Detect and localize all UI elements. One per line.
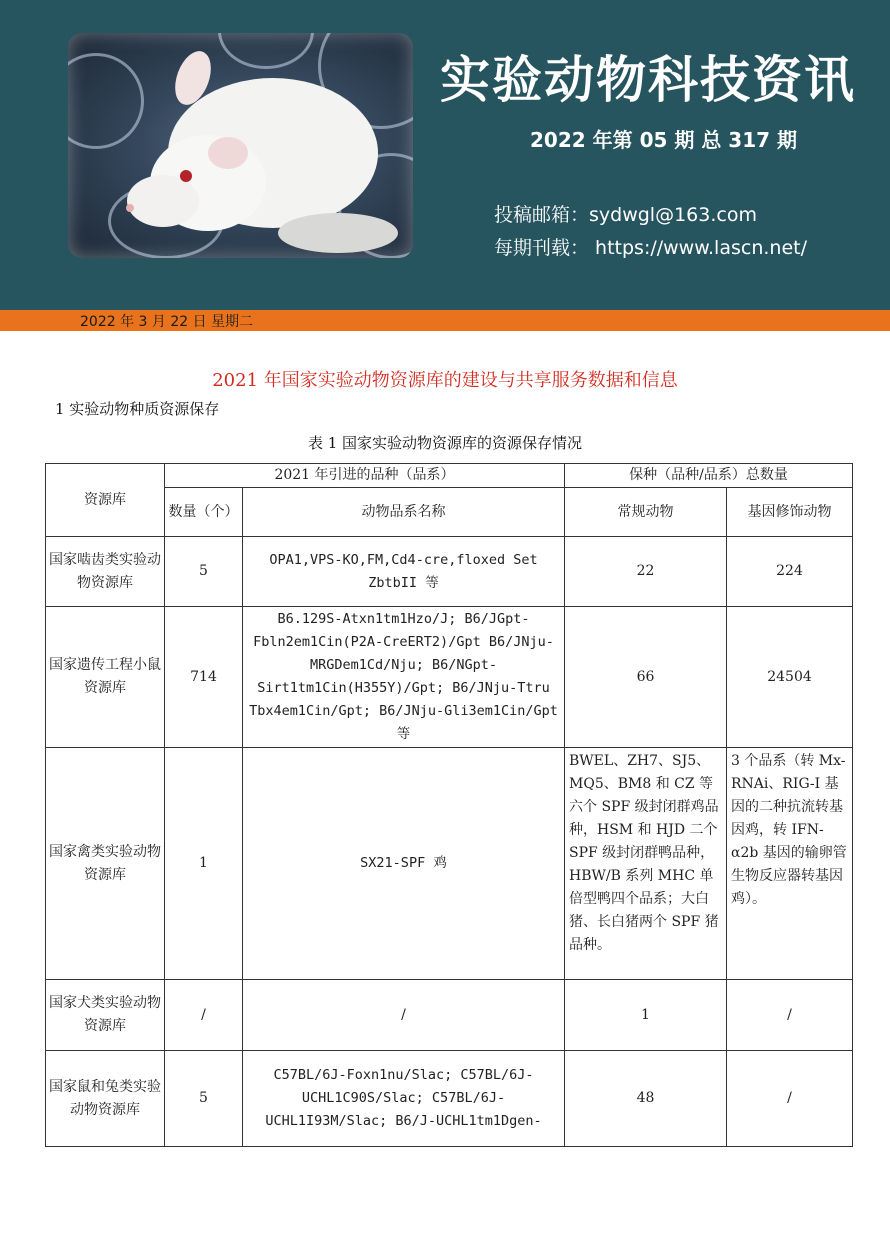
cell-count: 1 — [165, 748, 243, 980]
magazine-title: 实验动物科技资讯 — [440, 51, 856, 109]
table-row — [46, 748, 853, 980]
masthead — [0, 0, 890, 310]
resource-table — [45, 463, 853, 1147]
cell-strains: SX21-SPF 鸡 — [243, 748, 565, 980]
issue-number: 2022 年第 05 期 总 317 期 — [530, 128, 798, 152]
cell-conventional: BWEL、ZH7、SJ5、MQ5、BM8 和 CZ 等六个 SPF 级封闭群鸡品种，HSM 和 HJD 二个 SPF 级封闭群鸭品种，HBW/B 系列 MHC 单倍型鸭四个品系；大白猪、长白猪两个 SPF 猪品种。 — [565, 748, 727, 980]
cell-gene-modified: 24504 — [727, 607, 853, 748]
header-conventional: 常规动物 — [565, 488, 727, 537]
table-row — [46, 980, 853, 1051]
cell-gene-modified: / — [727, 980, 853, 1051]
cell-conventional: 22 — [565, 537, 727, 607]
table-header-row — [46, 464, 853, 488]
date-band — [0, 310, 890, 331]
table-row — [46, 537, 853, 607]
article-title: 2021 年国家实验动物资源库的建设与共享服务数据和信息 — [212, 370, 678, 391]
cell-strains: B6.129S-Atxn1tm1Hzo/J; B6/JGpt-Fbln2em1Cin(P2A-CreERT2)/Gpt B6/JNju-MRGDem1Cd/Nju; B6/NGpt-Sirt1tm1Cin(H355Y)/Gpt; B6/JNju-Ttru Tbx4em1Cin/Gpt; B6/JNju-Gli3em1Cin/Gpt 等 — [243, 607, 565, 748]
cell-conventional: 48 — [565, 1051, 727, 1147]
section-heading: 1 实验动物种质资源保存 — [55, 400, 220, 418]
header-count: 数量（个） — [165, 488, 243, 537]
header-introduced: 2021 年引进的品种（品系） — [165, 464, 565, 488]
cell-strains: / — [243, 980, 565, 1051]
cell-library: 国家遗传工程小鼠资源库 — [46, 607, 165, 748]
white-mouse-photo — [68, 33, 413, 258]
submission-email[interactable]: 投稿邮箱：sydwgl@163.com — [494, 204, 757, 226]
cell-strains: C57BL/6J-Foxn1nu/Slac; C57BL/6J-UCHL1C90S/Slac; C57BL/6J-UCHL1I93M/Slac; B6/J-UCHL1tm1Dgen- — [243, 1051, 565, 1147]
cell-conventional: 1 — [565, 980, 727, 1051]
website-link[interactable]: 每期刊载： https://www.lascn.net/ — [494, 237, 807, 259]
cell-conventional: 66 — [565, 607, 727, 748]
cell-library: 国家鼠和兔类实验动物资源库 — [46, 1051, 165, 1147]
cell-count: 5 — [165, 1051, 243, 1147]
cell-gene-modified: 3 个品系（转 Mx-RNAi、RIG-I 基因的二种抗流转基因鸡，转 IFN-α2b 基因的输卵管生物反应器转基因鸡）。 — [727, 748, 853, 980]
table-row — [46, 607, 853, 748]
cell-strains: OPA1,VPS-KO,FM,Cd4-cre,floxed Set ZbtbII 等 — [243, 537, 565, 607]
cell-count: 5 — [165, 537, 243, 607]
header-library: 资源库 — [46, 464, 165, 537]
header-strain-names: 动物品系名称 — [243, 488, 565, 537]
table-row — [46, 1051, 853, 1147]
table-caption: 表 1 国家实验动物资源库的资源保存情况 — [307, 434, 583, 452]
cell-library: 国家啮齿类实验动物资源库 — [46, 537, 165, 607]
cell-gene-modified: 224 — [727, 537, 853, 607]
cell-library: 国家犬类实验动物资源库 — [46, 980, 165, 1051]
cell-count: / — [165, 980, 243, 1051]
cell-library: 国家禽类实验动物资源库 — [46, 748, 165, 980]
header-total: 保种（品种/品系）总数量 — [565, 464, 853, 488]
table-subheader-row — [46, 488, 853, 537]
cell-count: 714 — [165, 607, 243, 748]
cell-gene-modified: / — [727, 1051, 853, 1147]
header-gene-modified: 基因修饰动物 — [727, 488, 853, 537]
publication-date: 2022 年 3 月 22 日 星期二 — [80, 314, 254, 330]
